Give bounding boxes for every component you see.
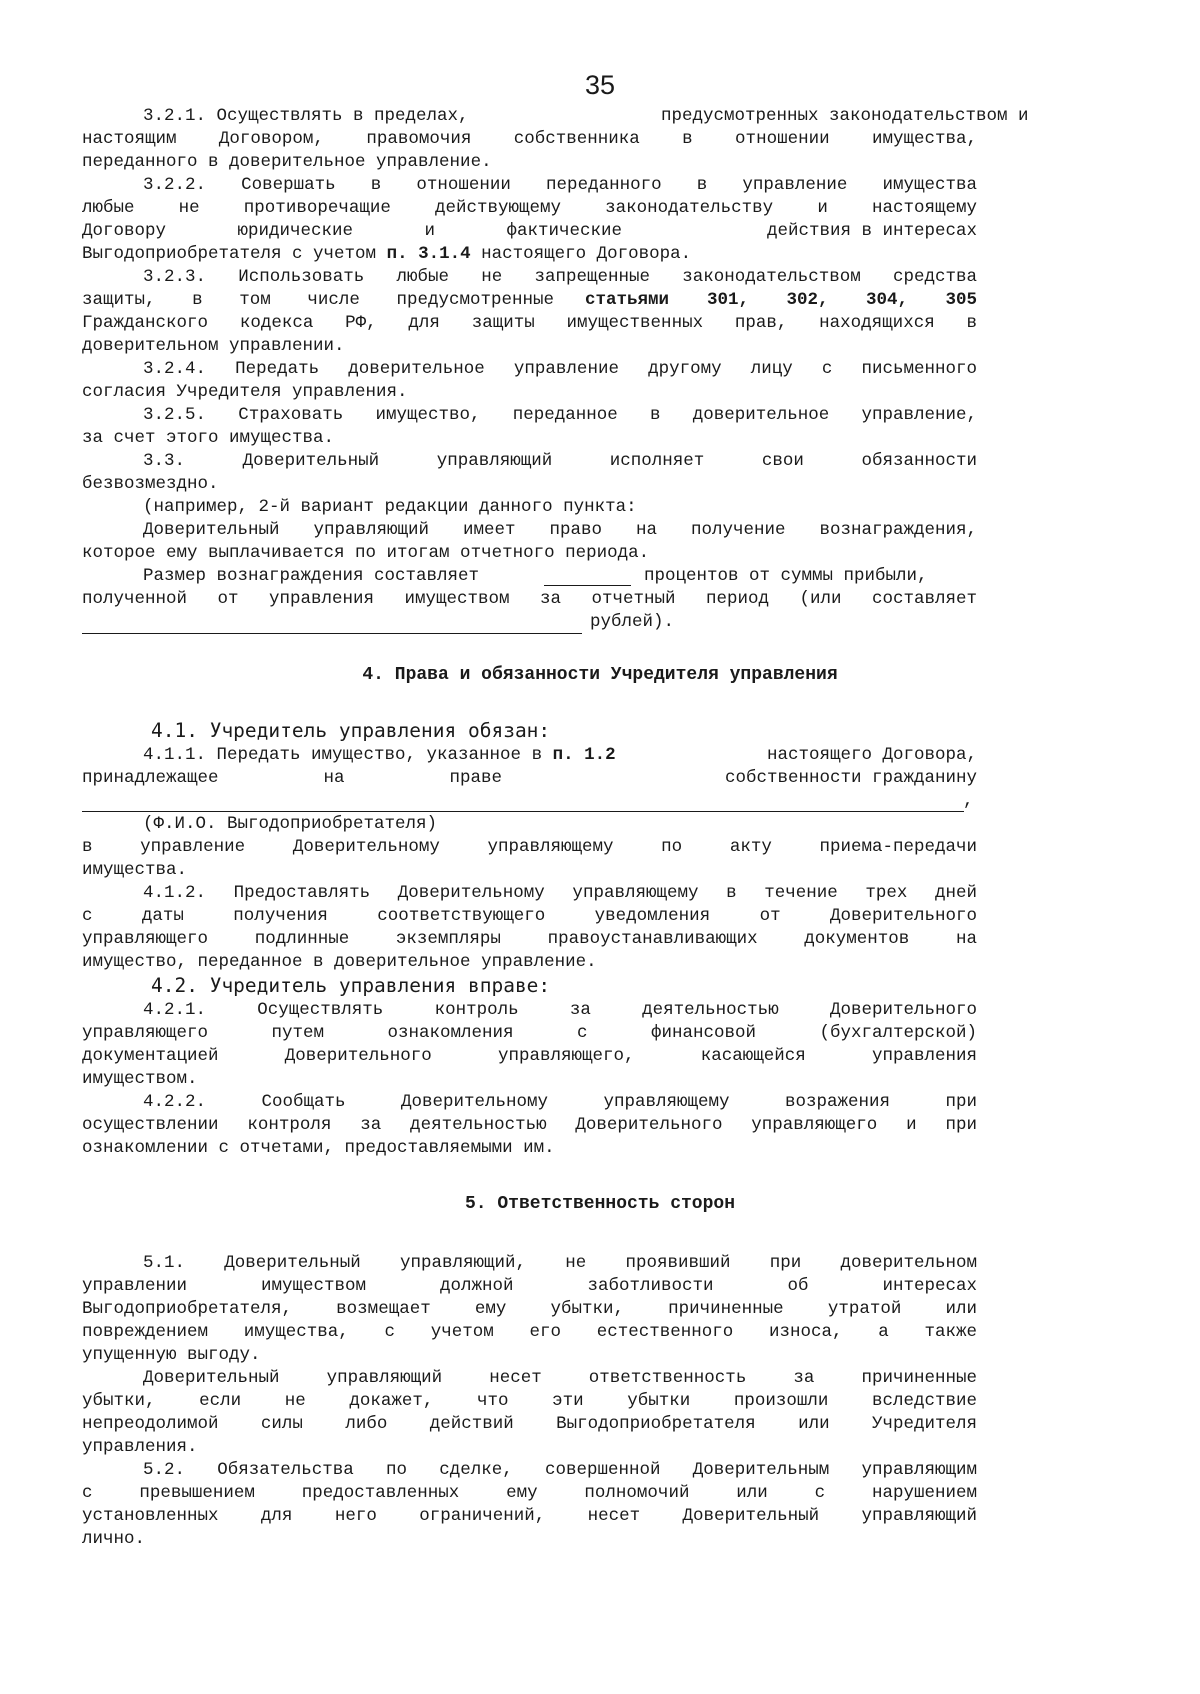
clause-4-1-1-line-1: 4.1.1. Передать имущество, указанное в п. 1.2 настоящего Договора,: [143, 745, 977, 765]
articles-label: статьями: [585, 290, 670, 310]
variant-line-2: Доверительный управляющий имеет право на получение вознаграждения,: [143, 520, 977, 540]
clause-3-2-2-line-3: Договору юридические и фактические действия в интересах: [82, 221, 977, 241]
clause-4-2-2-line-3: ознакомлении с отчетами, предоставляемыми им.: [82, 1138, 555, 1158]
clause-3-3-line-2: безвозмездно.: [82, 474, 219, 494]
clause-reference: п. 3.1.4: [386, 244, 471, 264]
clause-5-1-line-1: 5.1. Доверительный управляющий, не проявивший при доверительном: [143, 1253, 977, 1273]
clause-3-2-3-line-3: Гражданского кодекса РФ, для защиты имущественных прав, находящихся в: [82, 313, 977, 333]
clause-3-3-line-1: 3.3. Доверительный управляющий исполняет свои обязанности: [143, 451, 977, 471]
clause-4-1-1-line-2: принадлежащее на праве собственности гражданину: [82, 768, 977, 788]
clause-5-1-line-5: упущенную выгоду.: [82, 1345, 261, 1365]
clause-5-1-line-4: повреждением имущества, с учетом его естественного износа, а также: [82, 1322, 977, 1342]
clause-4-1-2-line-2: с даты получения соответствующего уведомления от Доверительного: [82, 906, 977, 926]
clause-5-2-line-3: установленных для него ограничений, несет Доверительный управляющий: [82, 1506, 977, 1526]
beneficiary-caption: (Ф.И.О. Выгодоприобретателя): [143, 814, 438, 834]
clause-4-1-1-line-4: в управление Доверительному управляющему по акту приема-передачи: [82, 837, 977, 857]
clause-5-1b-line-1: Доверительный управляющий несет ответственность за причиненные: [143, 1368, 977, 1388]
clause-5-2-line-1: 5.2. Обязательства по сделке, совершенной Доверительным управляющим: [143, 1460, 977, 1480]
clause-3-2-3-line-1: 3.2.3. Использовать любые не запрещенные законодательством средства: [143, 267, 977, 287]
clause-3-2-1-line-2: настоящим Договором, правомочия собственника в отношении имущества,: [82, 129, 977, 149]
clause-3-2-2-line-1: 3.2.2. Совершать в отношении переданного в управление имущества: [143, 175, 977, 195]
clause-4-2-1-line-1: 4.2.1. Осуществлять контроль за деятельностью Доверительного: [143, 1000, 977, 1020]
section-5-heading: 5. Ответственность сторон: [464, 1194, 736, 1214]
section-4-heading: 4. Права и обязанности Учредителя управления: [362, 665, 838, 685]
clause-5-1-line-2: управлении имуществом должной заботливости об интересах: [82, 1276, 977, 1296]
page-number: 35: [584, 70, 616, 100]
clause-4-2-1-line-2: управляющего путем ознакомления с финансовой (бухгалтерской): [82, 1023, 977, 1043]
clause-5-1b-line-2: убытки, если не докажет, что эти убытки произошли вследствие: [82, 1391, 977, 1411]
comma: ,: [963, 791, 974, 811]
variant-line-4: Размер вознаграждения составляет процентов от суммы прибыли,: [143, 566, 928, 586]
clause-4-2-1-line-3: документацией Доверительного управляющего, касающейся управления: [82, 1046, 977, 1066]
amount-blank-line: [82, 633, 582, 634]
clause-reference: п. 1.2: [552, 745, 616, 765]
clause-5-1b-line-4: управления.: [82, 1437, 198, 1457]
clause-3-2-1-line-3: переданного в доверительное управление.: [82, 152, 492, 172]
clause-3-2-4-line-1: 3.2.4. Передать доверительное управление другому лицу с письменного: [143, 359, 977, 379]
variant-line-1: (например, 2-й вариант редакции данного пункта:: [143, 497, 637, 517]
clause-4-1-2-line-3: управляющего подлинные экземпляры правоустанавливающих документов на: [82, 929, 977, 949]
articles-numbers: 301, 302, 304, 305: [707, 290, 977, 310]
clause-3-2-2-line-2: любые не противоречащие действующему законодательству и настоящему: [82, 198, 977, 218]
percent-blank-line: [544, 585, 631, 586]
variant-line-3: которое ему выплачивается по итогам отчетного периода.: [82, 543, 650, 563]
clause-5-2-line-2: с превышением предоставленных ему полномочий или с нарушением: [82, 1483, 977, 1503]
clause-4-1-1-line-5: имущества.: [82, 860, 188, 880]
clause-5-1-line-3: Выгодоприобретателя, возмещает ему убытки, причиненные утратой или: [82, 1299, 977, 1319]
clause-4-2-2-line-2: осуществлении контроля за деятельностью Доверительного управляющего и при: [82, 1115, 977, 1135]
clause-3-2-4-line-2: согласия Учредителя управления.: [82, 382, 408, 402]
clause-4-1-2-line-4: имущество, переданное в доверительное управление.: [82, 952, 597, 972]
clause-4-2-title: 4.2. Учредитель управления вправе:: [151, 974, 551, 997]
variant-line-6: рублей).: [590, 612, 675, 632]
clause-3-2-2-line-4: Выгодоприобретателя с учетом п. 3.1.4 настоящего Договора.: [82, 244, 692, 264]
clause-3-2-3-line-4: доверительном управлении.: [82, 336, 345, 356]
clause-4-1-title: 4.1. Учредитель управления обязан:: [151, 719, 551, 742]
variant-line-5: полученной от управления имуществом за отчетный период (или составляет: [82, 589, 977, 609]
clause-3-2-5-line-2: за счет этого имущества.: [82, 428, 335, 448]
beneficiary-name-blank-line: [82, 811, 964, 812]
clause-4-1-2-line-1: 4.1.2. Предоставлять Доверительному управляющему в течение трех дней: [143, 883, 977, 903]
clause-5-2-line-4: лично.: [82, 1529, 146, 1549]
clause-3-2-3-line-2: защиты, в том числе предусмотренные статьями 301, 302, 304, 305: [82, 290, 977, 310]
clause-4-2-1-line-4: имуществом.: [82, 1069, 198, 1089]
clause-4-2-2-line-1: 4.2.2. Сообщать Доверительному управляющему возражения при: [143, 1092, 977, 1112]
clause-3-2-1-line-1: 3.2.1. Осуществлять в пределах, предусмотренных законодательством и: [143, 106, 1029, 126]
clause-3-2-5-line-1: 3.2.5. Страховать имущество, переданное в доверительное управление,: [143, 405, 977, 425]
clause-5-1b-line-3: непреодолимой силы либо действий Выгодоприобретателя или Учредителя: [82, 1414, 977, 1434]
